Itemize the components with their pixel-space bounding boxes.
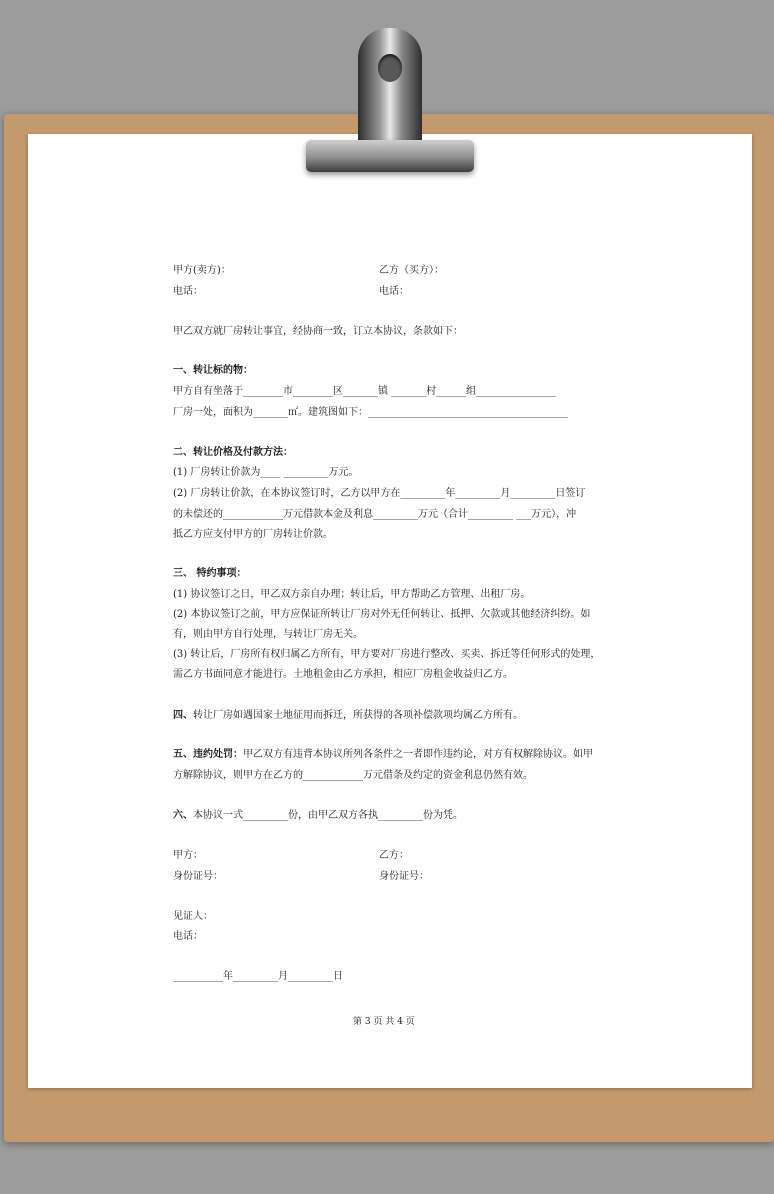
section-5-label: 五、违约处罚： [173,749,243,760]
section-3-line: (3) 转让后，厂房所有权归属乙方所有，甲方要对厂房进行整改、买卖、拆迁等任何形式的处理， [173,649,601,660]
section-1-title: 一、转让标的物： [173,365,253,376]
party-b-phone-label: 电话： [379,286,409,297]
binder-clip-hole [378,54,402,82]
section-3-line: 有，则由甲方自行处理，与转让厂房无关。 [173,629,363,640]
signature-party-b-label: 乙方： [379,850,409,861]
party-b-label: 乙方（买方）： [379,265,444,276]
section-3-line: (1) 协议签订之日，甲乙双方亲自办理；转让后，甲方帮助乙方管理、出租厂房。 [173,589,531,600]
section-6-label: 六、 [173,810,193,821]
section-4-text [173,709,523,722]
section-5-body: 甲乙双方有违背本协议所列各条件之一者即作违约论，对方有权解除协议。如甲 [243,749,593,760]
binder-clip-base [306,140,474,172]
section-6-body: 本协议一式_________份，由甲乙双方各执_________份为凭。 [193,810,463,821]
witness-label: 见证人： [173,911,213,922]
section-2-title: 二、转让价格及付款方法： [173,447,293,458]
party-b-id-label: 身份证号： [379,871,429,882]
section-6-text [173,809,463,822]
intro-paragraph: 甲乙双方就厂房转让事宜，经协商一致，订立本协议，条款如下： [173,326,463,337]
section-4-label: 四、 [173,710,193,721]
party-a-id-label: 身份证号： [173,871,223,882]
section-3-line: 需乙方书面同意才能进行。土地租金由乙方承担，相应厂房租金收益归乙方。 [173,669,513,680]
witness-phone-label: 电话： [173,931,203,942]
section-2-line: (1) 厂房转让价款为____ _________万元。 [173,467,359,478]
signature-party-a-label: 甲方： [173,850,203,861]
party-a-label: 甲方(卖方)： [173,265,231,276]
section-2-line: (2) 厂房转让价款，在本协议签订时，乙方以甲方在_________年_________月_________日签订 [173,488,586,499]
section-2-line: 的未偿还的____________万元借款本金及利息_________万元（合计_________ ___万元），冲 [173,509,577,520]
binder-clip-handle [358,28,422,148]
section-2-line: 抵乙方应支付甲方的厂房转让价款。 [173,529,333,540]
section-5-line: 方解除协议，则甲方在乙方的____________万元借条及约定的资金利息仍然有效。 [173,770,533,781]
section-1-line: 厂房一处，面积为_______㎡。建筑图如下：________________________________________ [173,407,568,418]
section-5-text [173,748,593,761]
party-a-phone-label: 电话： [173,286,203,297]
section-3-title: 三、 特约事项： [173,568,247,579]
section-4-body: 转让厂房如遇国家土地征用而拆迁，所获得的各项补偿款项均属乙方所有。 [193,710,523,721]
page-number: 第 3 页 共 4 页 [353,1017,415,1027]
signing-date: __________年_________月_________日 [173,971,343,982]
section-3-line: (2) 本协议签订之前，甲方应保证所转让厂房对外无任何转让、抵押、欠款或其他经济纠纷。如 [173,609,591,620]
section-1-line: 甲方自有坐落于________市________区_______镇 _______村______组________________ [173,386,557,397]
